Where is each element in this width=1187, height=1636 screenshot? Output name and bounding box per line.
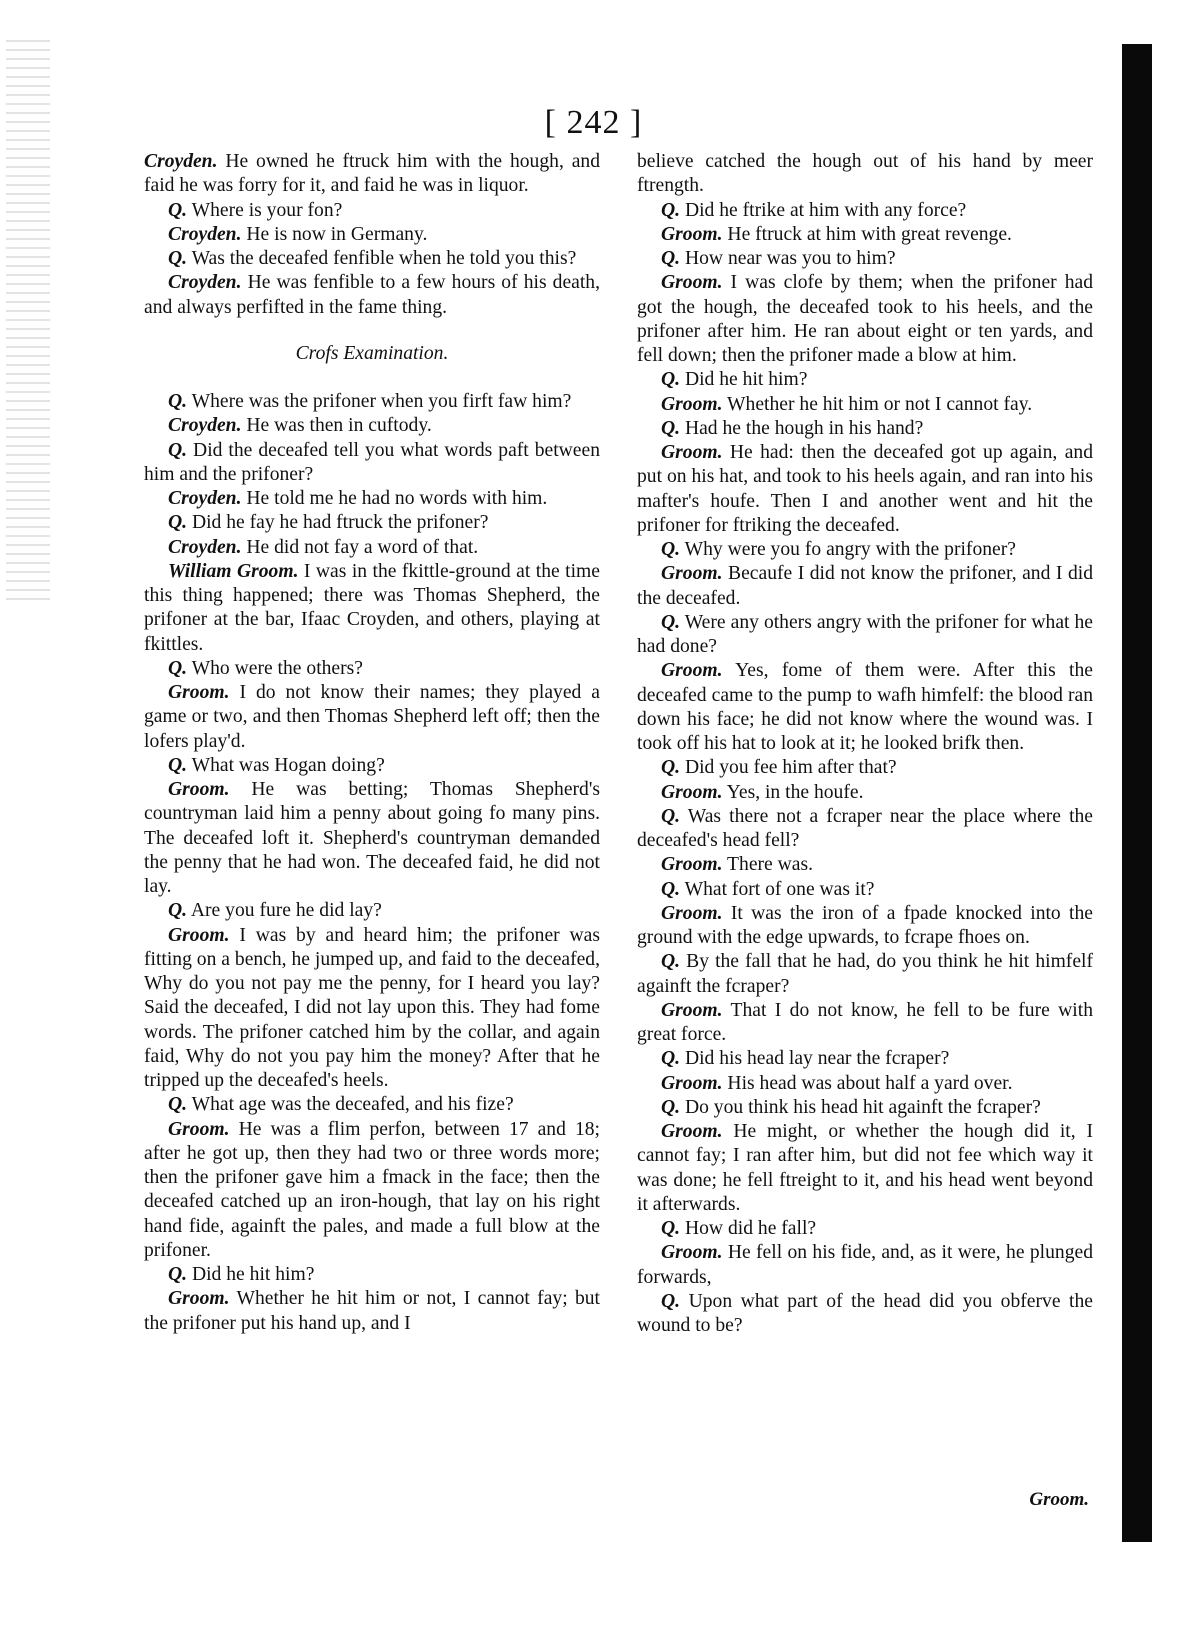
- speaker-label: Q.: [661, 878, 681, 900]
- catchword: Groom.: [1029, 1489, 1089, 1510]
- speaker-label: Groom.: [661, 781, 723, 803]
- testimony-paragraph: [144, 560, 600, 657]
- testimony-text: What was Hogan doing?: [187, 754, 385, 776]
- testimony-text: He was then in cuftody.: [241, 415, 432, 437]
- testimony-paragraph: [637, 611, 1093, 660]
- section-heading: Crofs Examination.: [295, 342, 449, 364]
- testimony-text: What age was the deceafed, and his fize?: [187, 1094, 514, 1116]
- testimony-text: He was a flim perfon, between 17 and 18; after he got up, then they had two or three words more; then the prifoner gave him a fmack in the face; then the deceafed catched up an iron-hough, that lay on his right hand fide, againft the pales, and made a full blow at the prifoner.: [144, 1118, 600, 1261]
- testimony-paragraph: [144, 1263, 600, 1287]
- testimony-paragraph: [144, 223, 600, 247]
- speaker-label: Q.: [661, 1096, 681, 1118]
- speaker-label: Groom.: [168, 779, 230, 800]
- speaker-label: Q.: [168, 439, 188, 461]
- testimony-paragraph: [637, 150, 1093, 199]
- speaker-label: Q.: [168, 657, 188, 679]
- testimony-text: There was.: [722, 854, 814, 876]
- speaker-label: Q.: [661, 248, 681, 269]
- testimony-paragraph: [637, 223, 1093, 247]
- speaker-label: Groom.: [168, 682, 230, 703]
- testimony-paragraph: [637, 1241, 1093, 1290]
- testimony-paragraph: [637, 902, 1093, 951]
- testimony-paragraph: [144, 754, 600, 778]
- testimony-text: How did he fall?: [680, 1218, 817, 1239]
- testimony-text: He was fenfible to a few hours of his death, and always perfifted in the fame thing.: [144, 272, 600, 318]
- speaker-label: Groom.: [661, 1121, 723, 1142]
- speaker-label: Q.: [168, 248, 188, 269]
- testimony-text: He ftruck at him with great revenge.: [722, 223, 1012, 245]
- testimony-text: Had he the hough in his hand?: [680, 417, 924, 439]
- testimony-text: How near was you to him?: [680, 248, 896, 269]
- speaker-label: Q.: [661, 951, 681, 973]
- right-column: [637, 150, 1093, 1338]
- speaker-label: Q.: [661, 1048, 681, 1070]
- speaker-label: Groom.: [661, 660, 723, 682]
- testimony-text: Was the deceafed fenfible when he told you this?: [187, 248, 577, 269]
- testimony-paragraph: [637, 562, 1093, 611]
- testimony-text: He was betting; Thomas Shepherd's countryman laid him a penny about going fo many pins. The deceafed loft it. Shepherd's countryman demanded the penny that he had won. The deceafed faid, he did not lay.: [144, 779, 600, 897]
- testimony-paragraph: [144, 390, 600, 414]
- speaker-label: Q.: [168, 1094, 188, 1116]
- speaker-label: Q.: [661, 1218, 681, 1239]
- testimony-text: I was by and heard him; the prifoner was fitting on a bench, he jumped up, and faid to the deceafed, Why do you not pay me the penny, for I heard you lay? Said the deceafed, I did not lay upon this. They had fome words. The prifoner catched him by the collar, and again faid, Why do not you pay him the money? After that he tripped up the deceafed's heels.: [144, 924, 600, 1091]
- speaker-label: Q.: [168, 754, 188, 776]
- testimony-paragraph: [637, 199, 1093, 223]
- testimony-paragraph: [637, 756, 1093, 780]
- speaker-label: Groom.: [661, 393, 723, 415]
- speaker-label: Groom.: [168, 924, 230, 946]
- testimony-text: He told me he had no words with him.: [241, 488, 548, 509]
- speaker-label: Q.: [661, 539, 681, 560]
- speaker-label: Croyden.: [168, 415, 242, 437]
- testimony-paragraph: [637, 441, 1093, 538]
- testimony-paragraph: [144, 487, 600, 511]
- testimony-text: His head was about half a yard over.: [722, 1072, 1013, 1094]
- testimony-paragraph: [637, 271, 1093, 368]
- page-number: [ 242 ]: [544, 104, 643, 141]
- binding-shadow: [1122, 44, 1152, 1542]
- testimony-text: It was the iron of a fpade knocked into the ground with the edge upwards, to fcrape fhoes on.: [637, 902, 1093, 948]
- speaker-label: Q.: [168, 199, 188, 221]
- testimony-text: Whether he hit him or not, I cannot fay; but the prifoner put his hand up, and I: [144, 1288, 600, 1334]
- testimony-paragraph: [637, 1047, 1093, 1071]
- left-column: [144, 150, 600, 1336]
- testimony-paragraph: [637, 1290, 1093, 1339]
- testimony-paragraph: [637, 417, 1093, 441]
- speaker-label: Groom.: [661, 1242, 723, 1264]
- testimony-paragraph: [144, 1287, 600, 1336]
- speaker-label: Q.: [661, 1290, 681, 1312]
- testimony-paragraph: [144, 271, 600, 320]
- testimony-paragraph: [144, 778, 600, 899]
- testimony-text: He fell on his fide, and, as it were, he plunged forwards,: [637, 1242, 1093, 1288]
- testimony-text: That I do not know, he fell to be fure with great force.: [637, 999, 1093, 1045]
- testimony-text: Who were the others?: [187, 657, 363, 679]
- testimony-paragraph: [637, 1072, 1093, 1096]
- testimony-text: Did he hit him?: [680, 369, 808, 391]
- speaker-label: Q.: [168, 512, 188, 534]
- testimony-paragraph: [637, 781, 1093, 805]
- testimony-paragraph: [144, 414, 600, 438]
- testimony-text: Why were you fo angry with the prifoner?: [680, 539, 1016, 560]
- speaker-label: Q.: [661, 417, 681, 439]
- speaker-label: Croyden.: [144, 151, 218, 172]
- speaker-label: Croyden.: [168, 536, 242, 558]
- speaker-label: Q.: [661, 199, 681, 221]
- testimony-text: Whether he hit him or not I cannot fay.: [722, 393, 1033, 415]
- testimony-paragraph: [144, 1093, 600, 1117]
- testimony-text: By the fall that he had, do you think he hit himfelf againft the fcraper?: [637, 951, 1093, 997]
- speaker-label: Groom.: [661, 1072, 723, 1094]
- speaker-label: Groom.: [661, 223, 723, 245]
- speaker-label: Groom.: [168, 1288, 230, 1310]
- testimony-text: He did not fay a word of that.: [241, 536, 479, 558]
- testimony-text: Upon what part of the head did you obferve the wound to be?: [637, 1290, 1093, 1336]
- speaker-label: Q.: [661, 611, 681, 633]
- testimony-paragraph: [144, 924, 600, 1094]
- speaker-label: Groom.: [661, 442, 723, 463]
- testimony-paragraph: [637, 1096, 1093, 1120]
- speaker-label: Q.: [661, 369, 681, 391]
- testimony-paragraph: [144, 657, 600, 681]
- testimony-text: believe catched the hough out of his hand by meer ftrength.: [637, 151, 1093, 197]
- testimony-paragraph: [144, 1118, 600, 1264]
- testimony-text: Do you think his head hit againft the fcraper?: [680, 1096, 1041, 1118]
- testimony-paragraph: [637, 1120, 1093, 1217]
- speaker-label: Q.: [168, 900, 188, 922]
- testimony-paragraph: [144, 899, 600, 923]
- testimony-paragraph: [144, 681, 600, 754]
- speaker-label: Croyden.: [168, 488, 242, 509]
- testimony-text: Did he ftrike at him with any force?: [680, 199, 967, 221]
- testimony-text: Did you fee him after that?: [680, 757, 897, 779]
- speaker-label: Croyden.: [168, 223, 242, 245]
- testimony-paragraph: [144, 439, 600, 488]
- testimony-text: Did his head lay near the fcraper?: [680, 1048, 950, 1070]
- speaker-label: Q.: [168, 391, 188, 412]
- testimony-paragraph: [144, 150, 600, 199]
- testimony-paragraph: [637, 853, 1093, 877]
- testimony-paragraph: [144, 199, 600, 223]
- speaker-label: Croyden.: [168, 272, 242, 294]
- testimony-paragraph: [144, 536, 600, 560]
- testimony-text: Did the deceafed tell you what words paft between him and the prifoner?: [144, 439, 600, 485]
- testimony-paragraph: [637, 805, 1093, 854]
- speaker-label: Groom.: [661, 563, 723, 585]
- testimony-paragraph: [144, 247, 600, 271]
- testimony-paragraph: [637, 247, 1093, 271]
- testimony-paragraph: [637, 999, 1093, 1048]
- testimony-text: Did he hit him?: [187, 1264, 315, 1285]
- testimony-paragraph: [144, 511, 600, 535]
- speaker-label: Q.: [661, 805, 681, 827]
- testimony-text: Yes, in the houfe.: [722, 781, 864, 803]
- speaker-label: Groom.: [661, 272, 723, 294]
- testimony-text: Where is your fon?: [187, 199, 343, 221]
- testimony-text: He might, or whether the hough did it, I cannot fay; I ran after him, but did not fee which way it was done; he fell ftreight to it, and his head went beyond it afterwards.: [637, 1121, 1093, 1215]
- speaker-label: William Groom.: [168, 560, 299, 582]
- speaker-label: Groom.: [168, 1118, 230, 1140]
- speaker-label: Groom.: [661, 999, 723, 1021]
- testimony-text: Where was the prifoner when you firft faw him?: [187, 391, 572, 412]
- speaker-label: Groom.: [661, 902, 723, 924]
- testimony-text: Becaufe I did not know the prifoner, and I did the deceafed.: [637, 563, 1093, 609]
- testimony-text: I do not know their names; they played a game or two, and then Thomas Shepherd left off; then the lofers play'd.: [144, 682, 600, 752]
- testimony-paragraph: [637, 659, 1093, 756]
- testimony-text: Were any others angry with the prifoner for what he had done?: [637, 611, 1093, 657]
- speaker-label: Q.: [661, 757, 681, 779]
- testimony-text: Did he fay he had ftruck the prifoner?: [187, 512, 489, 534]
- speaker-label: Q.: [168, 1264, 188, 1285]
- testimony-paragraph: [637, 878, 1093, 902]
- testimony-paragraph: [637, 538, 1093, 562]
- testimony-paragraph: [637, 368, 1093, 392]
- testimony-text: Was there not a fcraper near the place where the deceafed's head fell?: [637, 805, 1093, 851]
- testimony-paragraph: [637, 1217, 1093, 1241]
- testimony-text: He owned he ftruck him with the hough, and faid he was forry for it, and faid he was in liquor.: [144, 151, 600, 197]
- testimony-text: He is now in Germany.: [241, 223, 428, 245]
- testimony-text: I was in the fkittle-ground at the time this thing happened; there was Thomas Shepherd, the prifoner at the bar, Ifaac Croyden, and others, playing at fkittles.: [144, 560, 600, 655]
- testimony-text: He had: then the deceafed got up again, and put on his hat, and took to his heels again, and ran into his mafter's houfe. Then I and another went and hit the prifoner for ftriking the deceafed.: [637, 442, 1093, 536]
- testimony-paragraph: [637, 393, 1093, 417]
- testimony-text: Are you fure he did lay?: [187, 900, 382, 922]
- testimony-text: What fort of one was it?: [680, 878, 875, 900]
- testimony-paragraph: [637, 950, 1093, 999]
- speaker-label: Groom.: [661, 854, 723, 876]
- testimony-text: Yes, fome of them were. After this the deceafed came to the pump to wafh himfelf: the blood ran down his face; he did not know where the wound was. I took off his hat to look at it; he looked brifk then.: [637, 660, 1093, 754]
- testimony-text: I was clofe by them; when the prifoner had got the hough, the deceafed took to his heels, and the prifoner after him. He ran about eight or ten yards, and fell down; then the prifoner made a blow at him.: [637, 272, 1093, 366]
